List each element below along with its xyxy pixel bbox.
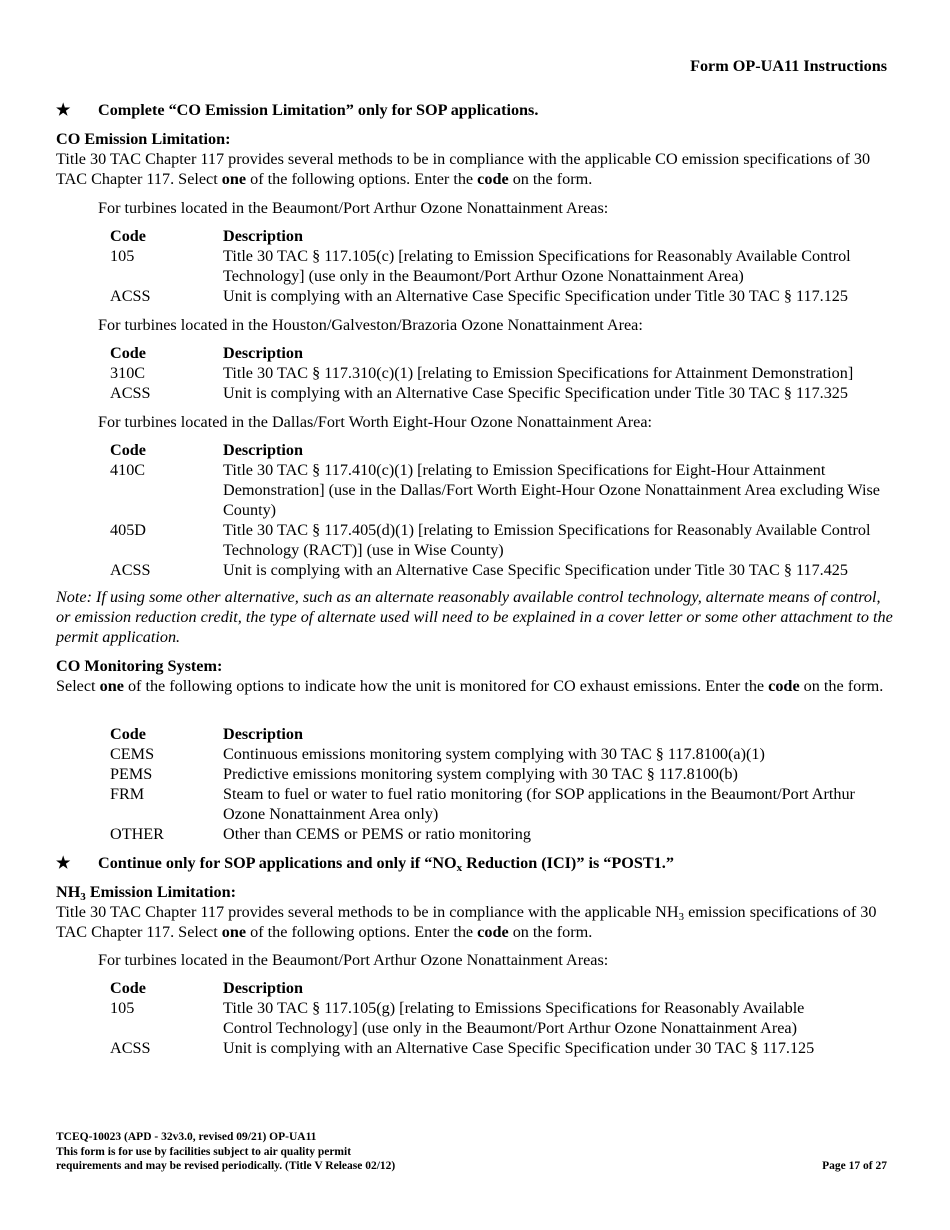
column-header-code: Code — [110, 344, 146, 362]
footer-revision-line: requirements and may be revised periodically. (Title V Release 02/12) — [56, 1160, 396, 1172]
column-header-code: Code — [110, 725, 146, 743]
description-cell: Predictive emissions monitoring system complying with 30 TAC § 117.8100(b) — [223, 765, 738, 783]
page-number: Page 17 of 27 — [822, 1160, 887, 1172]
co-emission-intro: Title 30 TAC Chapter 117 provides several methods to be in compliance with the applicable CO emission specifications of 30 TAC Chapter 117. Select one of the following options. Enter the code on the form. — [56, 150, 871, 188]
code-cell: CEMS — [110, 745, 155, 763]
column-header-description: Description — [223, 227, 304, 245]
column-header-code: Code — [110, 227, 146, 245]
co-monitoring-heading: CO Monitoring System: — [56, 657, 223, 675]
column-header-description: Description — [223, 725, 304, 743]
footer-form-info — [56, 1130, 476, 1174]
description-cell: Title 30 TAC § 117.105(g) [relating to Emissions Specifications for Reasonably Available Control Technology] (use only in the Beaumont/Port Arthur Ozone Nonattainment Area) — [223, 999, 805, 1037]
table-header-row — [110, 440, 900, 460]
column-header-code: Code — [110, 441, 146, 459]
group-label-dallas: For turbines located in the Dallas/Fort Worth Eight-Hour Ozone Nonattainment Area: — [98, 413, 653, 431]
group-label-beaumont: For turbines located in the Beaumont/Port Arthur Ozone Nonattainment Areas: — [98, 199, 609, 217]
group-label-houston: For turbines located in the Houston/Galveston/Brazoria Ozone Nonattainment Area: — [98, 316, 643, 334]
nh3-emission-heading: $NH_3$ Emission Limitation: — [56, 883, 236, 903]
table-row — [110, 744, 900, 764]
star-icon: ★ — [56, 854, 71, 872]
group-label-nh3-beaumont: For turbines located in the Beaumont/Port Arthur Ozone Nonattainment Areas: — [98, 951, 609, 969]
description-cell: Title 30 TAC § 117.310(c)(1) [relating to Emission Specifications for Attainment Demonstration] — [223, 364, 854, 382]
sop-notice-co — [56, 100, 896, 120]
code-table-houston — [110, 343, 900, 403]
table-row — [110, 824, 900, 844]
table-row — [110, 460, 900, 520]
table-row — [110, 784, 900, 824]
description-cell: Unit is complying with an Alternative Case Specific Specification under Title 30 TAC § 117.325 — [223, 384, 848, 402]
column-header-description: Description — [223, 979, 304, 997]
code-cell: 105 — [110, 247, 135, 265]
table-header-row — [110, 978, 900, 998]
table-header-row — [110, 343, 900, 363]
form-title: Form OP-UA11 Instructions — [690, 57, 887, 75]
table-row — [110, 764, 900, 784]
footer-form-number: TCEQ-10023 (APD - 32v3.0, revised 09/21) OP-UA11 — [56, 1131, 317, 1143]
description-cell: Unit is complying with an Alternative Case Specific Specification under Title 30 TAC § 117.125 — [223, 287, 848, 305]
description-cell: Title 30 TAC § 117.410(c)(1) [relating to Emission Specifications for Eight-Hour Attainment Demonstration] (use in the Dallas/Fort Worth Eight-Hour Ozone Nonattainment Area excluding Wise County) — [223, 461, 880, 519]
code-cell: 405D — [110, 521, 146, 539]
alternative-note: Note: If using some other alternative, such as an alternate reasonably available control technology, alternate means of control, or emission reduction credit, the type of alternate used will need to be explained in a cover letter or some other attachment to the permit application. — [56, 588, 893, 646]
code-cell: PEMS — [110, 765, 153, 783]
footer-usage-line: This form is for use by facilities subject to air quality permit — [56, 1145, 352, 1158]
table-row — [110, 560, 900, 580]
notice-text: Continue only for SOP applications and only if “$NO_x$ Reduction (ICI)” is “POST1.” — [98, 854, 674, 874]
code-cell: 310C — [110, 364, 146, 382]
column-header-description: Description — [223, 344, 304, 362]
table-row — [110, 520, 900, 560]
table-row — [110, 246, 900, 286]
nh3-emission-intro: Title 30 TAC Chapter 117 provides several methods to be in compliance with the applicable $NH_3$ emission specifications of 30 TAC Chapter 117. Select one of the following options. Enter the code on the form. — [56, 903, 877, 941]
code-cell: 410C — [110, 461, 146, 479]
table-row — [110, 383, 900, 403]
table-row — [110, 998, 900, 1038]
code-table-monitoring — [110, 724, 900, 844]
code-table-nh3 — [110, 978, 900, 1058]
table-row — [110, 1038, 900, 1058]
table-row — [110, 363, 900, 383]
description-cell: Steam to fuel or water to fuel ratio monitoring (for SOP applications in the Beaumont/Port Arthur Ozone Nonattainment Area only) — [223, 785, 855, 823]
description-cell: Continuous emissions monitoring system complying with 30 TAC § 117.8100(a)(1) — [223, 745, 765, 763]
code-cell: FRM — [110, 785, 145, 803]
star-icon: ★ — [56, 101, 71, 119]
co-monitoring-intro: Select one of the following options to indicate how the unit is monitored for CO exhaust emissions. Enter the code on the form. — [56, 677, 884, 695]
code-cell: ACSS — [110, 384, 151, 402]
code-cell: 105 — [110, 999, 135, 1017]
sop-notice-nox — [56, 853, 896, 873]
co-emission-heading: CO Emission Limitation: — [56, 130, 231, 148]
description-cell: Unit is complying with an Alternative Case Specific Specification under 30 TAC § 117.125 — [223, 1039, 815, 1057]
table-header-row — [110, 226, 900, 246]
description-cell: Unit is complying with an Alternative Case Specific Specification under Title 30 TAC § 117.425 — [223, 561, 848, 579]
code-cell: ACSS — [110, 561, 151, 579]
column-header-code: Code — [110, 979, 146, 997]
description-cell: Title 30 TAC § 117.405(d)(1) [relating to Emission Specifications for Reasonably Available Control Technology (RACT)] (use in Wise County) — [223, 521, 871, 559]
table-header-row — [110, 724, 900, 744]
notice-text: Complete “CO Emission Limitation” only for SOP applications. — [98, 101, 539, 119]
description-cell: Title 30 TAC § 117.105(c) [relating to Emission Specifications for Reasonably Available Control Technology] (use only in the Beaumont/Port Arthur Ozone Nonattainment Area) — [223, 247, 851, 285]
code-table-dallas — [110, 440, 900, 580]
code-cell: ACSS — [110, 287, 151, 305]
code-cell: OTHER — [110, 825, 164, 843]
code-cell: ACSS — [110, 1039, 151, 1057]
table-row — [110, 286, 900, 306]
description-cell: Other than CEMS or PEMS or ratio monitoring — [223, 825, 531, 843]
column-header-description: Description — [223, 441, 304, 459]
code-table-beaumont — [110, 226, 900, 306]
